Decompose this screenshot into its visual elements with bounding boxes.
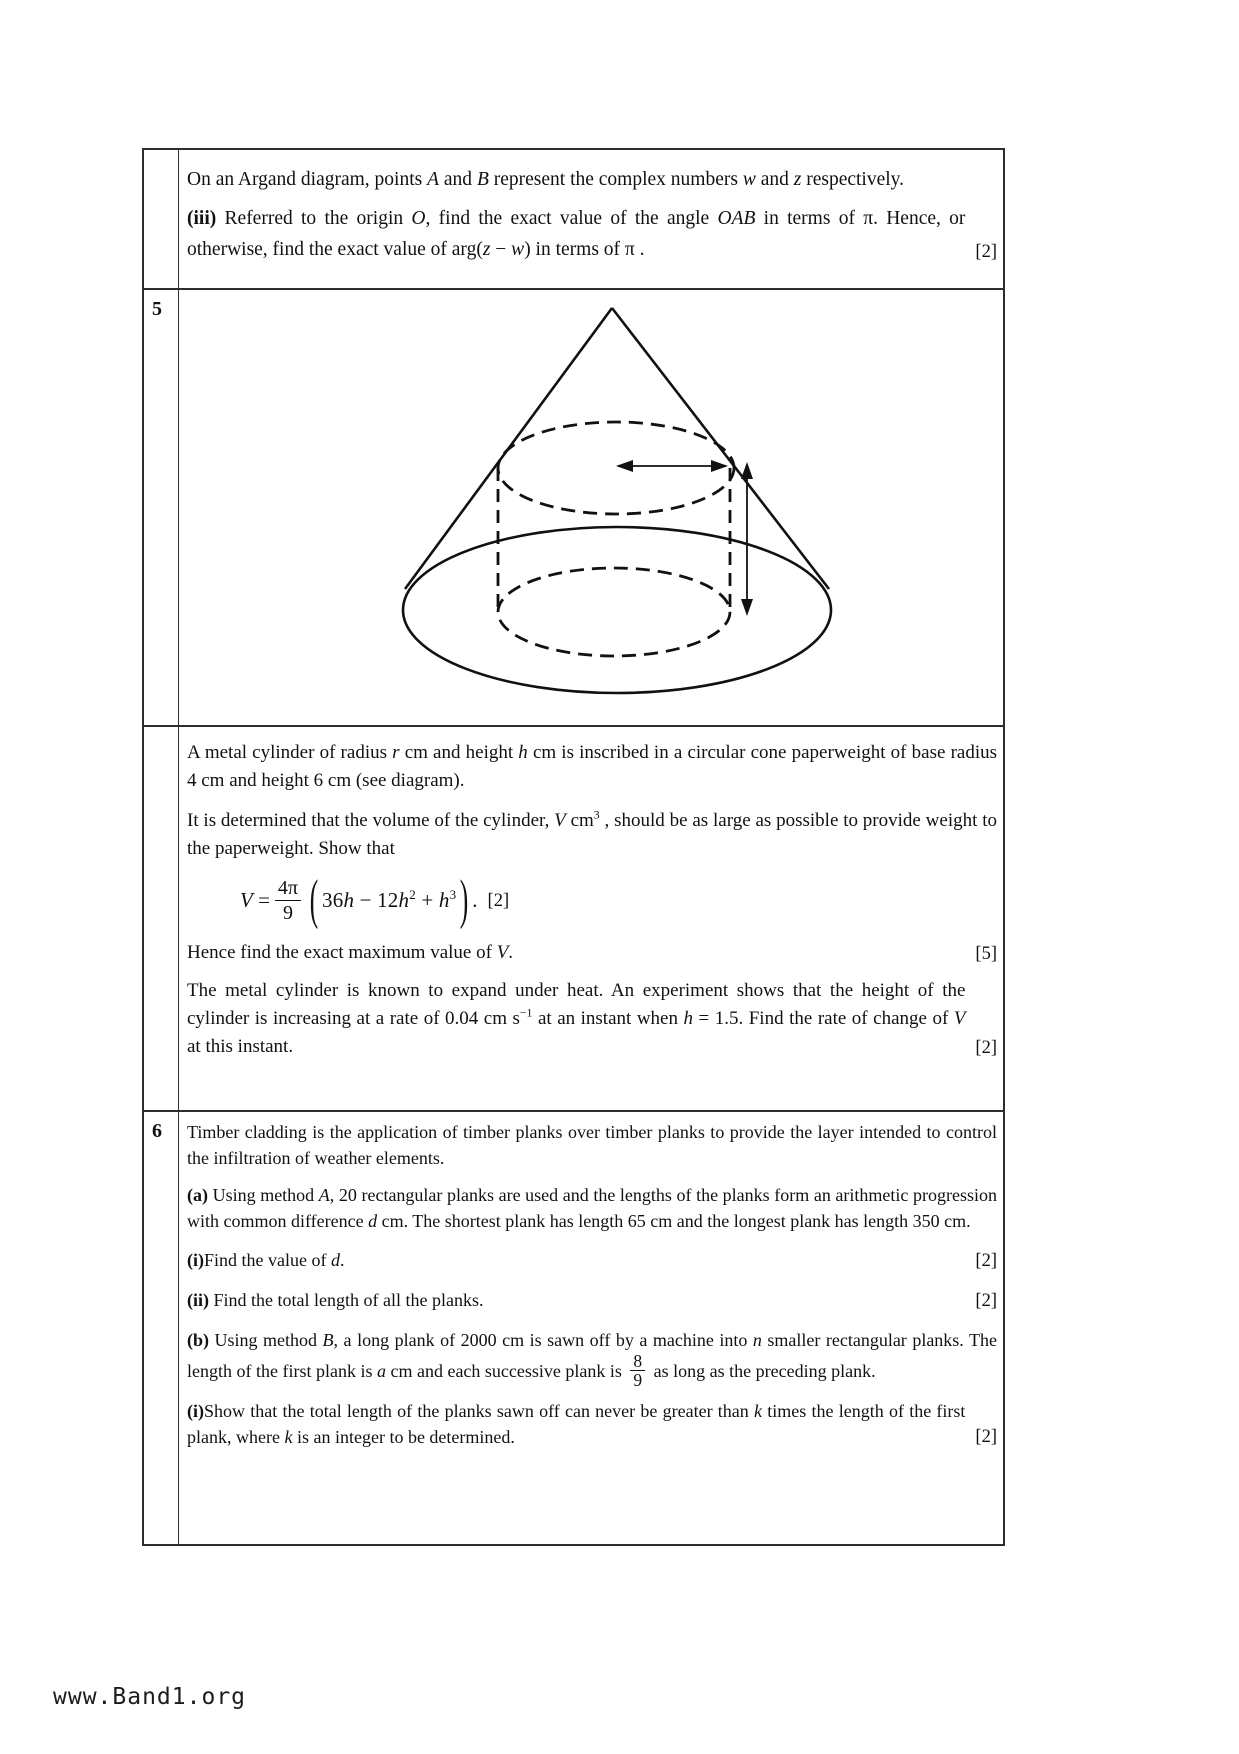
marks-label-formula: [2] [487, 890, 510, 911]
volume-formula [240, 869, 478, 931]
marks-label-hence-max: [5] [975, 943, 997, 964]
question-6-text-cell [179, 1112, 1003, 1544]
question-number-cell-empty-2 [144, 727, 179, 1110]
fraction-denominator: 9 [282, 902, 293, 925]
q6b-i-part [187, 1399, 997, 1450]
hence-max-part [187, 939, 997, 967]
row-argand-continuation [144, 150, 1003, 290]
fraction-8-over-9 [630, 1352, 645, 1390]
cylinder-bottom-ellipse [498, 568, 730, 656]
radius-arrow-head-left [616, 460, 633, 472]
marks-label-q6a-i: [2] [975, 1251, 997, 1271]
fraction-numerator: 4π [275, 877, 301, 901]
diagram-cell [179, 290, 1003, 725]
marks-label-q6b-i: [2] [975, 1427, 997, 1448]
heat-expansion-text: The metal cylinder is known to expand under heat. An experiment shows that the height of the cylinder is increasing at a rate of 0.04 cm $s^{-1}$ at an instant when h = 1.5. Find the rate of change of V at this instant. [187, 979, 966, 1057]
row-question-6 [144, 1112, 1003, 1544]
cone-cylinder-diagram [390, 292, 860, 717]
method-b-text [187, 1328, 997, 1391]
volume-statement-text: It is determined that the volume of the cylinder, V $cm^3$ , should be as large as possible to provide weight to the paperweight. Show that [187, 808, 997, 859]
heat-expansion-part [187, 977, 997, 1061]
question-5-text-cell [179, 727, 1003, 1110]
argand-content-cell [179, 150, 1003, 288]
q6b-i-text: (i)Show that the total length of the planks sawn off can never be greater than k times the length of the first plank, where k is an integer to be determined. [187, 1401, 966, 1447]
marks-label-argand-iii: [2] [975, 242, 997, 262]
timber-intro-text: Timber cladding is the application of timber planks over timber planks to provide the layer intended to control the infiltration of weather elements. [187, 1122, 997, 1168]
formula-lhs: V = [240, 888, 270, 913]
cylinder-top-ellipse [498, 422, 734, 514]
question-number-6: 6 [144, 1112, 179, 1544]
question-table [142, 148, 1005, 1546]
height-arrow-head-bottom [741, 599, 753, 616]
method-b-text-pre: (b) Using method B, a long plank of 2000 cm is sawn off by a machine into n smaller rectangular planks. The length of the first plank is a cm and each successive plank is [187, 1330, 997, 1381]
question-number-5: 5 [144, 290, 179, 725]
radius-arrow-head-right [711, 460, 728, 472]
fraction-8: 8 [630, 1352, 645, 1371]
argand-intro-text: On an Argand diagram, points A and B represent the complex numbers w and z respectively. [187, 169, 905, 190]
q6a-ii-part [187, 1288, 997, 1314]
q6a-i-text: (i)Find the value of d. [187, 1250, 345, 1270]
marks-label-q6a-ii: [2] [975, 1291, 997, 1311]
volume-formula-part [187, 869, 997, 931]
row-question-5-diagram [144, 290, 1003, 727]
fraction-9: 9 [633, 1369, 643, 1390]
method-a-text: (a) Using method A, 20 rectangular planks are used and the lengths of the planks form an arithmetic progression with common difference d cm. The shortest plank has length 65 cm and the longest plank has length 350 cm. [187, 1185, 997, 1231]
open-paren: ( [309, 869, 319, 931]
q6a-ii-text: (ii) Find the total length of all the planks. [187, 1290, 484, 1310]
cylinder-description-text: A metal cylinder of radius r cm and height h cm is inscribed in a circular cone paperweight of base radius 4 cm and height 6 cm (see diagram). [187, 742, 998, 791]
fraction-4pi-over-9 [275, 877, 301, 925]
cone-slant-right [612, 308, 829, 589]
hence-max-text: Hence find the exact maximum value of V. [187, 941, 514, 963]
formula-period: . [472, 888, 478, 913]
watermark-text: www.Band1.org [53, 1684, 247, 1710]
method-b-text-post: as long as the preceding plank. [649, 1360, 876, 1381]
row-question-5-text [144, 727, 1003, 1112]
argand-part-iii [187, 203, 997, 265]
height-arrow-head-top [741, 462, 753, 479]
argand-part-iii-text: (iii) Referred to the origin O, find the exact value of the angle OAB in terms of π. Hence, or otherwise, find the exact value of arg(z − w) in terms of π . [187, 208, 966, 260]
cone-base-ellipse [403, 527, 831, 693]
formula-body: $36h - 12h^2 + h^3$ [322, 887, 457, 913]
marks-label-heat: [2] [975, 1037, 997, 1058]
close-paren: ) [460, 869, 469, 931]
q6a-i-part [187, 1248, 997, 1274]
question-number-cell-empty-1 [144, 150, 179, 288]
